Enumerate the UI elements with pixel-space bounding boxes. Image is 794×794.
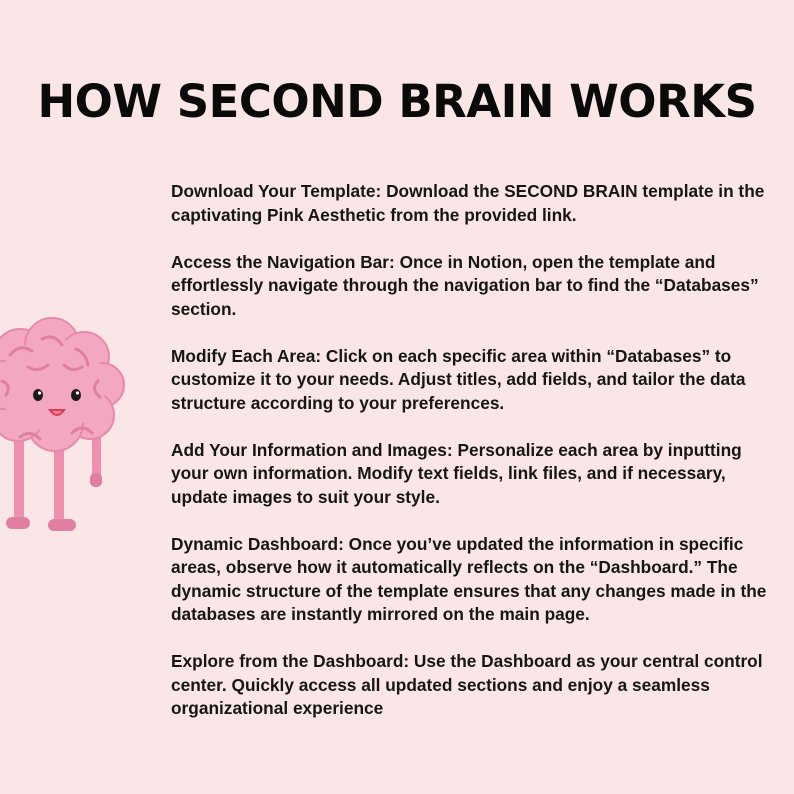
step-add-information-images: Add Your Information and Images: Personalize each area by inputting your own information. Modify text fields, link files, and if necessary, update images to suit your style.	[171, 439, 742, 507]
brain-mascot-icon	[0, 315, 140, 545]
step-modify-each-area: Modify Each Area: Click on each specific area within “Databases” to customize it to your needs. Adjust titles, add fields, and tailor the data structure according to your preferences.	[171, 345, 746, 413]
step-explore-dashboard: Explore from the Dashboard: Use the Dashboard as your central control center. Quickly access all updated sections and enjoy a seamless organizational experience	[171, 651, 763, 718]
page-title: HOW SECOND BRAIN WORKS	[37, 75, 757, 128]
steps-list	[171, 180, 771, 744]
step-dynamic-dashboard: Dynamic Dashboard: Once you’ve updated the information in specific areas, observe how it automatically reflects on the “Dashboard.” The dynamic structure of the template ensures that any changes made in the databases are instantly mirrored on the main page.	[171, 533, 767, 624]
step-download-template: Download Your Template: Download the SECOND BRAIN template in the captivating Pink Aesthetic from the provided link.	[171, 181, 765, 225]
step-access-navigation-bar: Access the Navigation Bar: Once in Notion, open the template and effortlessly navigate through the navigation bar to find the “Databases” section.	[171, 251, 759, 319]
